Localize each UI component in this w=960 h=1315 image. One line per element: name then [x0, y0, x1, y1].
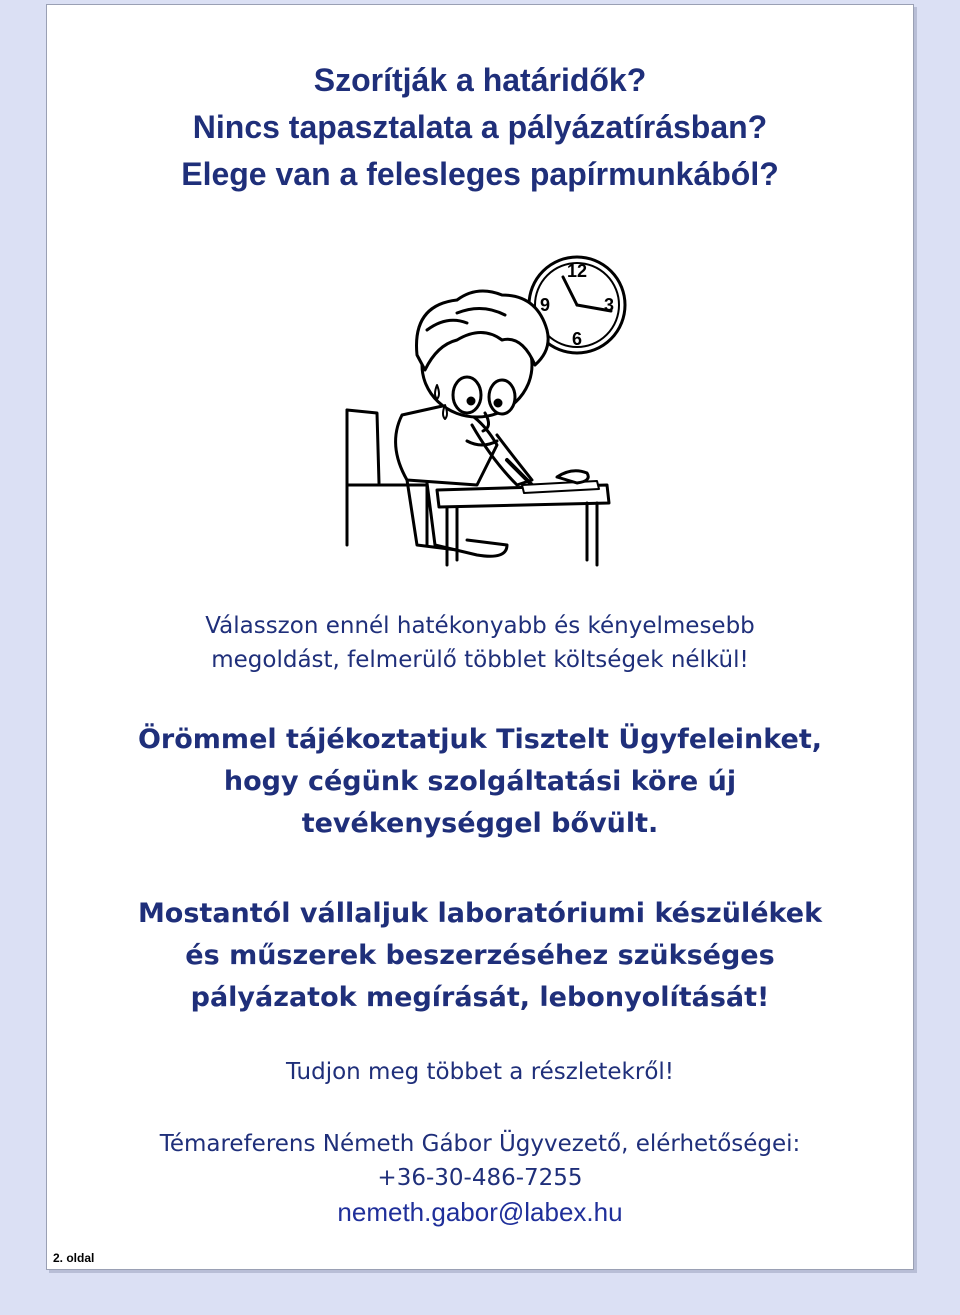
clock-number-6: 6: [571, 329, 583, 349]
page-number: 2. oldal: [53, 1251, 95, 1265]
headline-line-3: Elege van a felesleges papírmunkából?: [181, 156, 779, 192]
service-line-2: és műszerek beszerzéséhez szükséges: [185, 940, 775, 971]
contact-phone: +36-30-486-7255: [377, 1165, 583, 1191]
announcement-line-2: hogy cégünk szolgáltatási köre új: [223, 766, 737, 797]
intro-line-2: megoldást, felmerülő többlet költségek nélkül!: [211, 647, 749, 673]
clock-number-12: 12: [566, 261, 588, 281]
announcement-line-1: Örömmel tájékoztatjuk Tisztelt Ügyfeleinket,: [137, 724, 822, 755]
contact-block: [47, 1127, 913, 1229]
stressed-student-illustration: [307, 245, 647, 585]
announcement-text: [47, 719, 913, 845]
clock-number-9: 9: [539, 295, 551, 315]
contact-email-link[interactable]: nemeth.gabor@labex.hu: [337, 1197, 623, 1227]
service-line-1: Mostantól vállaljuk laboratóriumi készülékek: [137, 898, 823, 929]
contact-line: Témareferens Németh Gábor Ügyvezető, elérhetőségei:: [159, 1131, 801, 1157]
intro-line-1: Válasszon ennél hatékonyabb és kényelmesebb: [205, 613, 755, 639]
announcement-line-3: tevékenységgel bővült.: [301, 808, 659, 839]
service-line-3: pályázatok megírását, lebonyolítását!: [190, 982, 770, 1013]
service-text: [47, 893, 913, 1019]
intro-text: [47, 609, 913, 677]
headline: [47, 57, 913, 198]
headline-line-1: Szorítják a határidők?: [313, 62, 647, 98]
clock-number-3: 3: [603, 295, 615, 315]
more-info-text: Tudjon meg többet a részletekről!: [285, 1059, 675, 1085]
document-page: [46, 4, 914, 1270]
headline-line-2: Nincs tapasztalata a pályázatírásban?: [192, 109, 768, 145]
